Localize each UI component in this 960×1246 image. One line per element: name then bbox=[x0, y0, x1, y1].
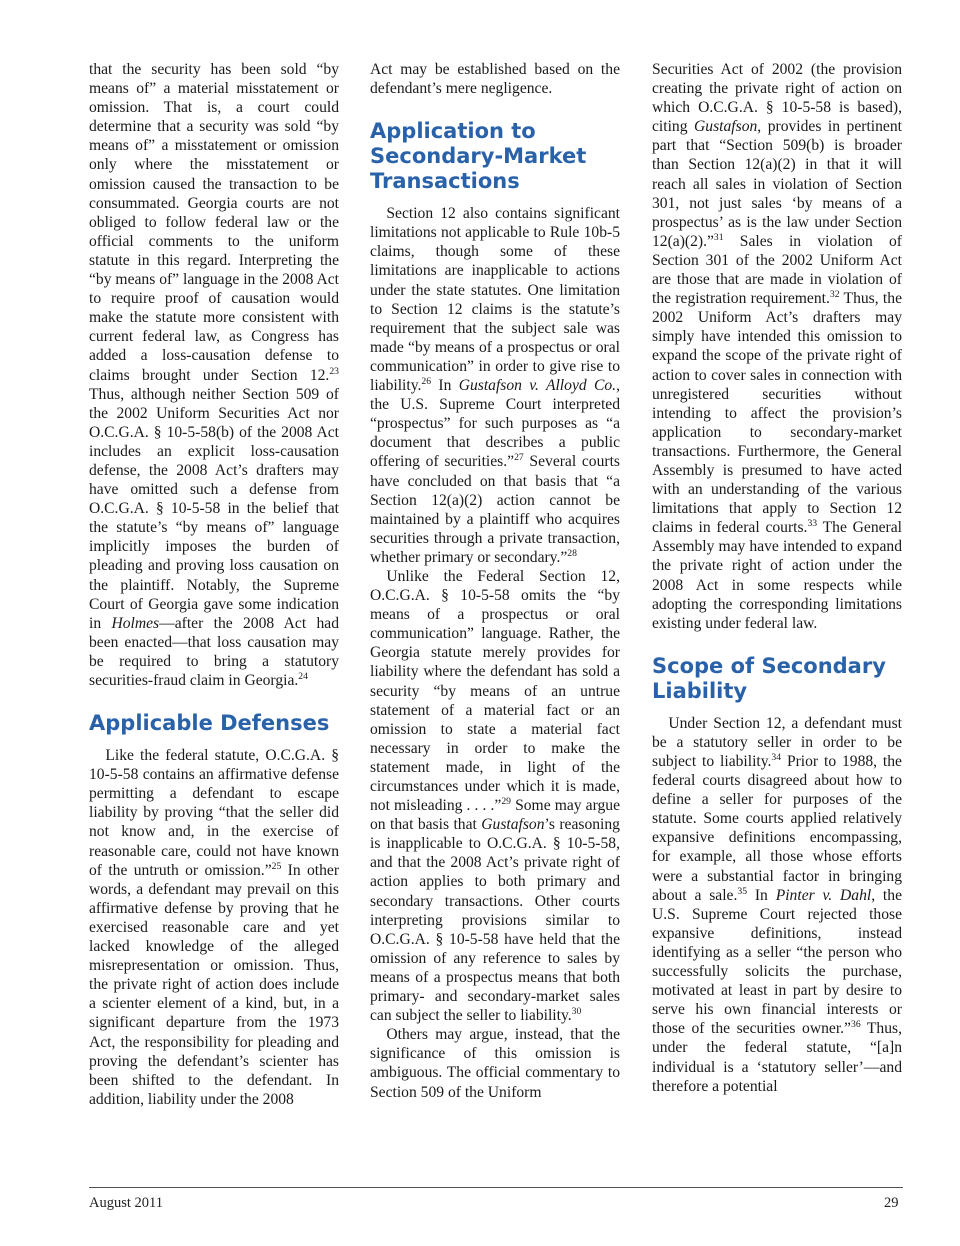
page-number: 29 bbox=[884, 1195, 899, 1211]
footer-divider bbox=[89, 1187, 903, 1188]
section-heading: Applicable Defenses bbox=[89, 711, 330, 736]
footnote-reference: 27 bbox=[514, 452, 524, 464]
text-run: Section 12 also contains significant limitations not applicable to Rule 10b-5 claims, though some of these limitations are inapplicable to actions under the state statutes. One limitation to Section 12 claims is the statute’s requirement that the subject sale was made “by means of a prospectus or oral communication” in order to give rise to liability. bbox=[370, 205, 620, 395]
section-heading: Scope of Secondary Liability bbox=[652, 653, 886, 703]
footnote-reference: 29 bbox=[501, 796, 511, 808]
body-paragraph bbox=[652, 60, 902, 633]
footnote-reference: 31 bbox=[713, 231, 724, 243]
text-run: Like the federal statute, O.C.G.A. § 10-5-58 contains an affirmative defense permitting a defendant to escape liability by proving “that the seller did not know and, in the exercise of reasonable care, could not have known of the untruth or omission.” bbox=[89, 747, 339, 879]
text-column-1 bbox=[89, 60, 339, 1175]
footnote-reference: 34 bbox=[771, 752, 782, 764]
text-run: In bbox=[747, 886, 776, 904]
footnote-reference: 36 bbox=[850, 1019, 861, 1031]
text-run: Some may argue on that basis that bbox=[370, 797, 620, 834]
text-run: The General Assembly may have intended to expand the private right of action under the 2008 Act in some respects while adopting the corresponding limitations existing under federal law. bbox=[652, 519, 902, 632]
text-run: Others may argue, instead, that the significance of this omission is ambiguous. The official commentary to Section 509 of the Uniform bbox=[370, 1026, 620, 1101]
section-heading: Application to Secondary-Market Transactions bbox=[370, 119, 587, 194]
text-run: Thus, although neither Section 509 of the 2002 Uniform Securities Act nor O.C.G.A. § 10-5-58(b) of the 2008 Act includes an explicit loss-causation defense, the 2008 Act’s drafters may have omitted such a defense from O.C.G.A. § 10-5-58 in the belief that the statute’s “by means of” language implicitly imposes the burden of pleading and proving loss causation on the plaintiff. Notably, the Supreme Court of Georgia gave some indication in bbox=[89, 385, 339, 632]
footnote-reference: 28 bbox=[567, 547, 577, 559]
text-column-2 bbox=[370, 60, 620, 1175]
text-run: Thus, under the federal statute, “[a]n individual is a ‘statutory seller’—and therefore a potential bbox=[652, 1020, 902, 1095]
case-name: Gustafson v. Alloyd Co. bbox=[458, 377, 617, 395]
case-name: Pinter v. Dahl bbox=[775, 886, 872, 904]
text-column-3 bbox=[652, 60, 902, 1175]
text-run: , provides in pertinent part that “Section 509(b) is broader than Section 12(a)(2) in that it will reach all sales in violation of Section 301, not just sales ‘by means of a prospectus’ as is the law under Section 12(a)(2).” bbox=[652, 118, 902, 250]
text-run: Securities Act of 2002 (the provision creating the private right of action on which O.C.G.A. § 10-5-58 is based), citing bbox=[652, 61, 902, 136]
body-paragraph bbox=[89, 60, 339, 690]
body-paragraph bbox=[370, 60, 620, 98]
footnote-reference: 33 bbox=[807, 518, 818, 530]
text-run: ’s reasoning is inapplicable to O.C.G.A. § 10-5-58, and that the 2008 Act’s private right of action applies to both primary and secondary transactions. Other courts interpreting provisions similar to O.C.G.A. § 10-5-58 have held that the omission of any reference to sales by means of a prospectus means that both primary- and secondary-market sales can subject the seller to liability. bbox=[370, 816, 620, 1025]
footer-date: August 2011 bbox=[89, 1195, 163, 1211]
text-run: Sales in violation of Section 301 of the 2002 Uniform Act are those that are made in violation of the registration requirement. bbox=[652, 232, 902, 308]
footnote-reference: 30 bbox=[571, 1006, 582, 1018]
text-run: Unlike the Federal Section 12, O.C.G.A. § 10-5-58 omits the “by means of a prospectus or oral communication” language. Rather, the Georgia statute merely provides for liability where the defendant has sold a security “by means of an untrue statement of a material fact or an omission to state a material fact necessary in order to make the statement made, in light of the circumstances under which it is made, not misleading . . . .” bbox=[370, 567, 620, 815]
body-paragraph bbox=[370, 567, 620, 1025]
footnote-reference: 25 bbox=[271, 860, 282, 872]
case-name: Holmes bbox=[111, 614, 160, 632]
body-paragraph bbox=[652, 714, 902, 1096]
text-run: Thus, the 2002 Uniform Act’s drafters may simply have intended this omission to expand the scope of the private right of action to cover sales in connection with unregistered securities without intending to affect the provision’s application to secondary-market transactions. Furthermore, the General Assembly is presumed to have acted with an understanding of the various limitations that apply to Section 12 claims in federal courts. bbox=[652, 290, 902, 537]
case-name: Gustafson bbox=[481, 816, 545, 834]
footnote-reference: 26 bbox=[421, 376, 432, 388]
text-run: , the U.S. Supreme Court rejected those expansive definitions, instead identifying as a seller “the person who successfully solicits the purchase, motivated at least in part by desire to serve his own financial interests or those of the securities owner.” bbox=[652, 886, 902, 1038]
case-name: Gustafson bbox=[694, 118, 758, 136]
footnote-reference: 24 bbox=[298, 671, 308, 683]
text-run: —after the 2008 Act had been enacted—that loss causation may be required to bring a statutory securities-fraud claim in Georgia. bbox=[89, 614, 339, 689]
text-run: that the security has been sold “by means of” a material misstatement or omission. That is, a court could determine that a security was sold “by means of” a misstatement or omission only where the misstatement or omission caused the transaction to be consummated. Georgia courts are not obliged to follow federal law or the official comments to the uniform statute in this regard. Interpreting the “by means of” language in the 2008 Act to require proof of causation would make the statute more consistent with current federal law, as Congress has added a loss-causation defense to claims brought under Section 12. bbox=[89, 61, 339, 384]
text-run: Under Section 12, a defendant must be a statutory seller in order to be subject to liability. bbox=[652, 714, 902, 770]
text-run: , the U.S. Supreme Court interpreted “prospectus” for such purposes as “a document that describes a public offering of securities.” bbox=[370, 377, 620, 471]
text-run: In bbox=[431, 377, 459, 395]
footnote-reference: 35 bbox=[737, 885, 748, 897]
text-run: Several courts have concluded on that basis that “a Section 12(a)(2) action cannot be maintained by a plaintiff who acquires securities through a private transaction, whether primary or secondary.” bbox=[370, 453, 620, 566]
footnote-reference: 23 bbox=[329, 365, 339, 377]
body-paragraph bbox=[370, 1025, 620, 1101]
text-run: In other words, a defendant may prevail on this affirmative defense by proving that he exercised reasonable care and yet lacked knowledge of the alleged misrepresentation or omission. Thus, the private right of action does include a scienter element of a kind, but, in a significant departure from the 1973 Act, the responsibility for pleading and proving the defendant’s scienter has been shifted to the defendant. In addition, liability under the 2008 bbox=[89, 861, 339, 1108]
footnote-reference: 32 bbox=[829, 289, 840, 301]
body-paragraph bbox=[370, 204, 620, 567]
text-run: Act may be established based on the defendant’s mere negligence. bbox=[370, 61, 620, 98]
text-run: Prior to 1988, the federal courts disagreed about how to define a seller for purposes of the statute. Some courts applied relatively expansive definitions encompassing, for example, all those whose efforts were a substantial factor in bringing about a sale. bbox=[652, 753, 902, 904]
body-paragraph bbox=[89, 746, 339, 1109]
